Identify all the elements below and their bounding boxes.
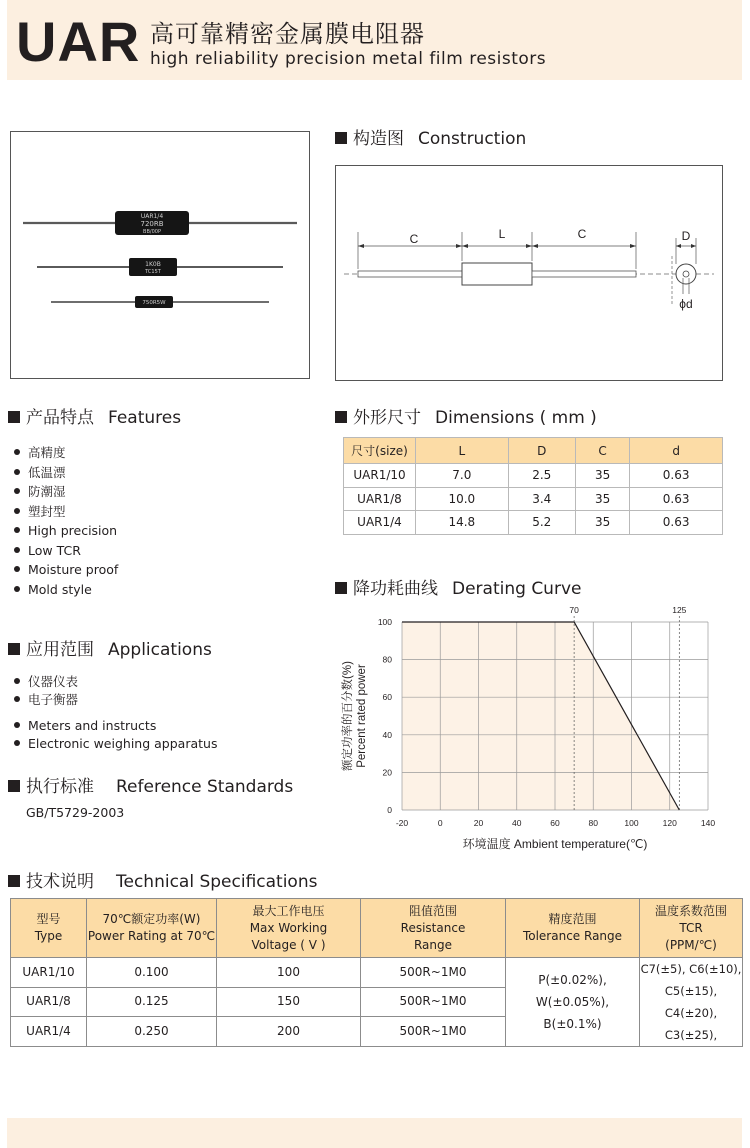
y-tick-label: 100 (377, 617, 392, 627)
footer-band (7, 1118, 742, 1148)
y-axis-label-en: Percent rated power (356, 664, 368, 768)
list-item: Electronic weighing apparatus (14, 735, 217, 753)
list-item: Moisture proof (14, 560, 118, 580)
list-item: 电子衡器 (14, 691, 217, 709)
table-row: UAR1/8 10.0 3.4 35 0.63 (344, 487, 723, 511)
applications-list (14, 673, 217, 753)
bullet-dot-icon (14, 740, 20, 746)
product-logo: UAR (16, 10, 141, 73)
x-tick-label: 100 (624, 818, 639, 828)
x-tick-label: 40 (512, 818, 522, 828)
specs-table (10, 898, 743, 1047)
x-tick-label: 80 (588, 818, 598, 828)
derating-title: 降功耗曲线 Derating Curve (335, 579, 581, 599)
list-item: 高精度 (14, 443, 118, 463)
y-tick-label: 20 (382, 767, 392, 778)
bullet-dot-icon (14, 722, 20, 728)
top-tick-label: 125 (672, 605, 687, 615)
list-item: Meters and instructs (14, 717, 217, 735)
features-list (14, 443, 118, 599)
dim-label-d-big: D (681, 229, 691, 243)
y-tick-label: 0 (387, 805, 392, 815)
top-tick-label: 70 (569, 605, 579, 615)
table-row: UAR1/8 0.125 150 500R~1M0 (11, 987, 743, 1017)
resistor-label-3: 750R5W (142, 300, 166, 306)
bullet-dot-icon (14, 696, 20, 702)
dim-label-c-left: C (409, 232, 419, 246)
square-bullet-icon (8, 643, 20, 655)
list-item: 防潮湿 (14, 482, 118, 502)
construction-title: 构造图 Construction (335, 129, 526, 149)
bullet-dot-icon (14, 469, 20, 475)
applications-title: 应用范围 Applications (8, 640, 212, 660)
construction-drawing (336, 166, 722, 380)
x-tick-label: -20 (395, 818, 409, 828)
bullet-dot-icon (14, 449, 20, 455)
standards-title: 执行标准 Reference Standards (8, 777, 293, 797)
resistor-label-2a: 1K0B (145, 261, 161, 268)
x-tick-label: 0 (437, 818, 443, 828)
square-bullet-icon (8, 780, 20, 792)
bullet-dot-icon (14, 547, 20, 553)
y-axis-label-cn: 额定功率的百分数(%) (342, 661, 354, 771)
list-item: Mold style (14, 580, 118, 600)
features-title: 产品特点 Features (8, 408, 181, 428)
list-item: 低温漂 (14, 463, 118, 483)
page-title-en: high reliability precision metal film resistors (150, 49, 547, 69)
resistor-label-1c: BB/00P (143, 229, 161, 235)
table-header-row: 尺寸(size) L D C d (344, 438, 723, 464)
resistor-photo-image (11, 132, 309, 378)
resistor-label-1a: UAR1/4 (140, 213, 164, 220)
x-axis-label: 环境温度 Ambient temperature(℃) (462, 837, 648, 851)
dim-label-l: L (498, 227, 506, 241)
table-header-row: 型号 Type 70℃额定功率(W) Power Rating at 70℃ 最大工作电压 Max Working Voltage ( V ) 阻值范围 Resistance Range 精度范围 Tolerance Range 温度系数范围 TCR (PPM/℃) (11, 899, 743, 958)
y-tick-label: 80 (382, 654, 392, 665)
square-bullet-icon (8, 875, 20, 887)
dim-label-c-right: C (577, 227, 587, 241)
table-row: UAR1/10 7.0 2.5 35 0.63 (344, 464, 723, 488)
derating-area (402, 622, 679, 810)
table-row: UAR1/10 0.100 100 500R~1M0 P(±0.02%), W(±0.05%), B(±0.1%) C7(±5), C6(±10), C5(±15), C4(±20), C3(±25), (11, 958, 743, 988)
derating-chart (330, 600, 745, 855)
resistor-label-1b: 720RB (140, 220, 164, 228)
square-bullet-icon (335, 411, 347, 423)
bullet-dot-icon (14, 508, 20, 514)
y-tick-label: 60 (382, 692, 392, 703)
construction-diagram (335, 165, 723, 381)
table-row: UAR1/4 0.250 200 500R~1M0 (11, 1017, 743, 1047)
x-tick-label: 140 (700, 818, 716, 828)
bullet-dot-icon (14, 527, 20, 533)
x-tick-label: 120 (662, 818, 677, 828)
dim-label-d-small: ϕd (679, 297, 693, 311)
bullet-dot-icon (14, 678, 20, 684)
square-bullet-icon (8, 411, 20, 423)
standard-code: GB/T5729-2003 (26, 805, 125, 820)
square-bullet-icon (335, 132, 347, 144)
product-photo (10, 131, 310, 379)
square-bullet-icon (335, 582, 347, 594)
dimensions-table (343, 437, 723, 535)
y-tick-label: 40 (382, 729, 392, 740)
page-title-cn: 高可靠精密金属膜电阻器 (150, 20, 425, 48)
list-item: Low TCR (14, 541, 118, 561)
bullet-dot-icon (14, 586, 20, 592)
resistor-label-2b: TC15T (145, 269, 161, 275)
x-tick-label: 60 (550, 818, 560, 828)
table-row: UAR1/4 14.8 5.2 35 0.63 (344, 511, 723, 535)
list-item: 仪器仪表 (14, 673, 217, 691)
bullet-dot-icon (14, 566, 20, 572)
dimensions-title: 外形尺寸 Dimensions ( mm ) (335, 408, 597, 428)
x-tick-label: 20 (473, 818, 484, 828)
specs-title: 技术说明 Technical Specifications (8, 872, 317, 892)
list-item: High precision (14, 521, 118, 541)
bullet-dot-icon (14, 488, 20, 494)
list-item: 塑封型 (14, 502, 118, 522)
